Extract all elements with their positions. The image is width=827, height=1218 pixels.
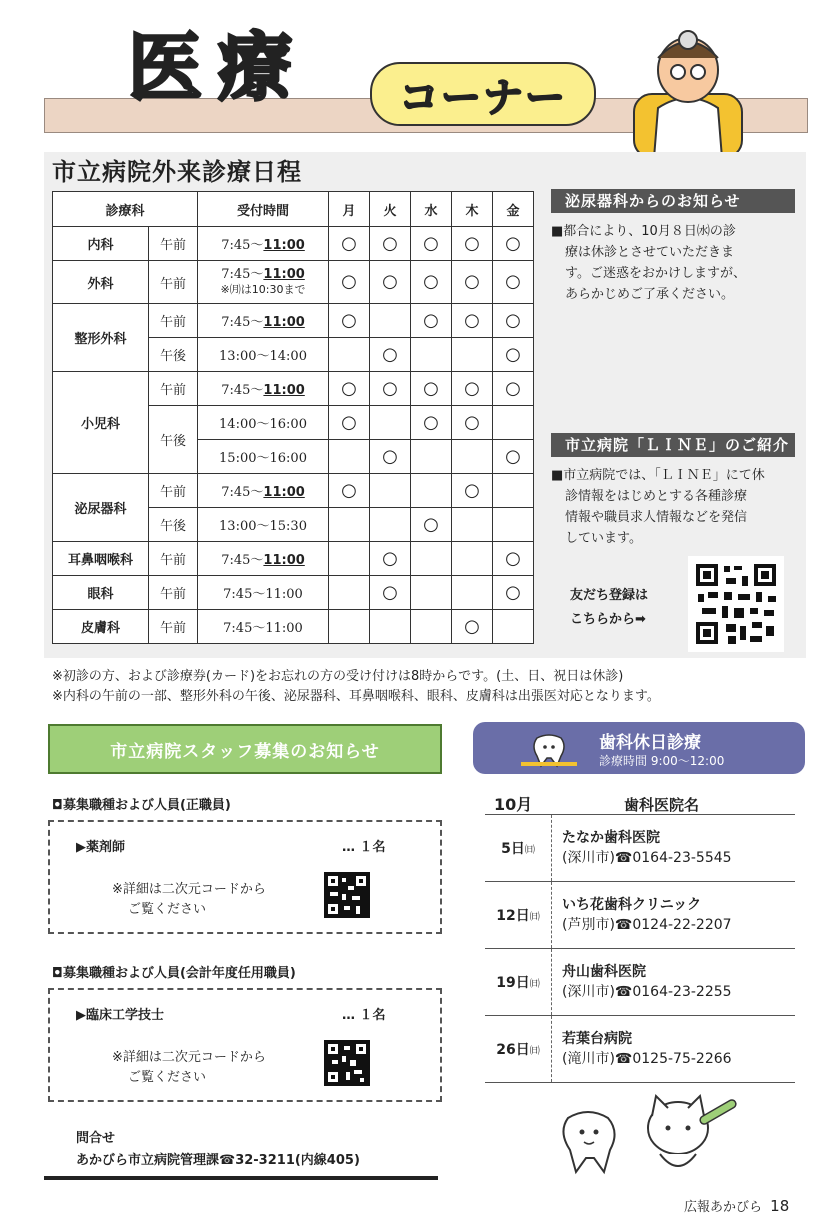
clinic-name: 舟山歯科医院 — [562, 964, 646, 980]
header-title-big: 医療 — [128, 25, 308, 111]
period-cell: 午前 — [149, 610, 198, 644]
time-start: 7:45〜 — [221, 315, 264, 330]
text-line: す。ご迷惑をおかけしますが、 — [565, 266, 746, 281]
day-cell: ○ — [452, 261, 493, 304]
schedule-table — [52, 191, 534, 644]
time-cell: 14:00〜16:00 — [198, 406, 329, 440]
schedule-header-row — [53, 192, 534, 227]
day-cell: ○ — [411, 304, 452, 338]
job-title: ▶薬剤師 — [76, 840, 125, 855]
day-cell: ○ — [370, 261, 411, 304]
day-cell — [452, 440, 493, 474]
day-cell — [370, 610, 411, 644]
clinic-tel: (深川市)☎0164-23-5545 — [562, 850, 732, 866]
table-row — [53, 261, 534, 304]
period-cell: 午前 — [149, 542, 198, 576]
time-start: 7:45〜 — [221, 238, 264, 253]
day-cell — [329, 440, 370, 474]
day-cell: ○ — [452, 406, 493, 440]
line-notice — [551, 433, 795, 549]
day-cell — [452, 542, 493, 576]
dental-clinic — [552, 949, 796, 1016]
recruit-qr-code-1[interactable] — [324, 872, 370, 918]
day-cell — [411, 542, 452, 576]
time-cell: 13:00〜14:00 — [198, 338, 329, 372]
page-number: 18 — [770, 1197, 790, 1215]
text-line: あらかじめご了承ください。 — [565, 287, 735, 302]
day-cell: ○ — [493, 227, 534, 261]
day-cell: ○ — [411, 508, 452, 542]
dental-clinic — [552, 1016, 796, 1083]
day-cell: ○ — [370, 440, 411, 474]
dental-banner — [473, 722, 805, 774]
recruit-section-1 — [52, 794, 231, 813]
dept-cell: 眼科 — [53, 576, 149, 610]
day-cell: ○ — [493, 304, 534, 338]
friend-line-1: 友だち登録は — [570, 588, 649, 603]
table-row — [53, 576, 534, 610]
contact-text: あかびら市立病院管理課☎32-3211(内線405) — [76, 1153, 360, 1168]
qr-detail-text — [112, 880, 266, 920]
day-cell: ○ — [370, 542, 411, 576]
table-row — [53, 610, 534, 644]
footer-label: 広報あかびら — [684, 1200, 763, 1215]
clinic-tel: (芦別市)☎0124-22-2207 — [562, 917, 732, 933]
col-mon: 月 — [329, 192, 370, 227]
time-start: 7:45〜 — [221, 383, 264, 398]
note-line: ※内科の午前の一部、整形外科の午後、泌尿器科、耳鼻咽喉科、眼科、皮膚科は出張医対応となります。 — [52, 689, 660, 704]
time-cell: 7:45〜11:00 — [198, 610, 329, 644]
period-cell: 午前 — [149, 576, 198, 610]
time-end: 11:00 — [263, 553, 305, 568]
dept-cell: 小児科 — [53, 372, 149, 474]
day-cell: ○ — [370, 576, 411, 610]
day-cell — [452, 576, 493, 610]
time-end: 11:00 — [263, 267, 305, 282]
day-cell — [329, 508, 370, 542]
dental-date: 26日㈰ — [485, 1016, 552, 1083]
dept-cell: 泌尿器科 — [53, 474, 149, 542]
day-cell — [411, 610, 452, 644]
urology-notice — [551, 189, 795, 305]
dental-clinic — [552, 815, 796, 882]
dept-cell: 内科 — [53, 227, 149, 261]
time-cell — [198, 542, 329, 576]
time-end: 11:00 — [263, 315, 305, 330]
urology-text — [551, 221, 795, 305]
day-cell — [411, 338, 452, 372]
day-cell — [329, 610, 370, 644]
table-row — [485, 949, 795, 1016]
day-cell — [411, 576, 452, 610]
clinic-tel: (深川市)☎0164-23-2255 — [562, 984, 732, 1000]
time-cell — [198, 372, 329, 406]
line-qr-code[interactable] — [688, 556, 784, 652]
day-cell: ○ — [493, 372, 534, 406]
dept-cell: 耳鼻咽喉科 — [53, 542, 149, 576]
dental-date: 19日㈰ — [485, 949, 552, 1016]
section-icon: ◘ — [52, 798, 63, 813]
day-cell — [370, 304, 411, 338]
period-cell: 午前 — [149, 227, 198, 261]
period-cell: 午後 — [149, 406, 198, 474]
day-cell: ○ — [411, 261, 452, 304]
time-end: 11:00 — [263, 238, 305, 253]
contact-label: 問合せ — [76, 1131, 116, 1146]
clinic-name: たなか歯科医院 — [562, 830, 660, 846]
day-cell — [452, 338, 493, 372]
text-line: しています。 — [565, 531, 642, 546]
dental-clinic — [552, 882, 796, 949]
section-label: 募集職種および人員(正職員) — [62, 798, 231, 813]
table-row — [485, 882, 795, 949]
table-row — [53, 304, 534, 338]
day-cell — [370, 508, 411, 542]
time-cell — [198, 304, 329, 338]
dept-cell: 皮膚科 — [53, 610, 149, 644]
recruit-section-2 — [52, 962, 296, 981]
dental-table — [485, 814, 795, 1083]
text-line: 療は休診とさせていただきま — [565, 245, 735, 260]
dept-cell: 整形外科 — [53, 304, 149, 372]
recruit-box-1 — [48, 820, 442, 934]
period-cell: 午後 — [149, 508, 198, 542]
time-start: 7:45〜 — [221, 553, 264, 568]
day-cell: ○ — [452, 474, 493, 508]
job-count: … １名 — [342, 840, 386, 855]
period-cell: 午前 — [149, 261, 198, 304]
time-cell: 15:00〜16:00 — [198, 440, 329, 474]
period-cell: 午前 — [149, 304, 198, 338]
detail-line: ※詳細は二次元コードから — [112, 882, 266, 897]
day-cell: ○ — [411, 406, 452, 440]
qr-detail-text — [112, 1048, 266, 1088]
day-cell: ○ — [493, 338, 534, 372]
clinic-tel: (滝川市)☎0125-75-2266 — [562, 1051, 732, 1067]
day-cell — [493, 610, 534, 644]
day-cell: ○ — [452, 304, 493, 338]
day-cell: ○ — [370, 338, 411, 372]
day-cell: ○ — [411, 227, 452, 261]
detail-line: ご覧ください — [128, 902, 207, 917]
day-cell: ○ — [411, 372, 452, 406]
job-title: ▶臨床工学技士 — [76, 1008, 164, 1023]
line-text — [551, 465, 795, 549]
detail-line: ※詳細は二次元コードから — [112, 1050, 266, 1065]
time-start: 7:45〜 — [221, 267, 264, 282]
day-cell — [493, 508, 534, 542]
day-cell: ○ — [493, 576, 534, 610]
day-cell — [411, 440, 452, 474]
day-cell: ○ — [493, 261, 534, 304]
table-row — [53, 372, 534, 406]
day-cell — [370, 474, 411, 508]
day-cell: ○ — [370, 227, 411, 261]
schedule-title: 市立病院外来診療日程 — [52, 158, 302, 186]
clinic-name: いち花歯科クリニック — [562, 897, 702, 913]
clinic-name: 若葉台病院 — [562, 1031, 632, 1047]
friend-line-2: こちらから➡ — [570, 612, 646, 627]
section-icon: ◘ — [52, 966, 63, 981]
time-cell: 7:45〜11:00 — [198, 576, 329, 610]
dept-cell: 外科 — [53, 261, 149, 304]
text-line: 情報や職員求人情報などを発信 — [565, 510, 748, 525]
tooth-cat-illustration — [548, 1088, 748, 1184]
time-cell — [198, 261, 329, 304]
time-start: 7:45〜 — [221, 485, 264, 500]
day-cell — [452, 508, 493, 542]
table-row — [53, 474, 534, 508]
day-cell — [411, 474, 452, 508]
text-line: ■都合により、10月８日㈬の診 — [551, 224, 736, 239]
col-time: 受付時間 — [198, 192, 329, 227]
schedule-notes — [52, 667, 660, 707]
time-note: ※㈪は10:30まで — [220, 283, 306, 296]
recruit-box-2 — [48, 988, 442, 1102]
col-tue: 火 — [370, 192, 411, 227]
col-fri: 金 — [493, 192, 534, 227]
day-cell: ○ — [370, 372, 411, 406]
line-friend-text — [570, 584, 648, 632]
time-end: 11:00 — [263, 485, 305, 500]
header-title-small: コーナー — [370, 62, 596, 126]
text-line: 診情報をはじめとする各種診療 — [565, 489, 748, 504]
day-cell: ○ — [329, 304, 370, 338]
day-cell — [370, 406, 411, 440]
time-cell — [198, 474, 329, 508]
table-row — [53, 542, 534, 576]
tooth-icon — [519, 732, 579, 768]
dental-title: 歯科休日診療 — [599, 733, 701, 753]
day-cell: ○ — [329, 474, 370, 508]
contact-underline — [44, 1176, 438, 1180]
time-cell: 13:00〜15:30 — [198, 508, 329, 542]
note-line: ※初診の方、および診療券(カード)をお忘れの方の受け付けは8時からです。(土、日、祝日は休診) — [52, 669, 624, 684]
col-wed: 水 — [411, 192, 452, 227]
time-end: 11:00 — [263, 383, 305, 398]
col-dept: 診療科 — [53, 192, 198, 227]
day-cell — [329, 338, 370, 372]
recruit-qr-code-2[interactable] — [324, 1040, 370, 1086]
recruit-banner: 市立病院スタッフ募集のお知らせ — [48, 724, 442, 774]
day-cell — [329, 576, 370, 610]
day-cell: ○ — [452, 372, 493, 406]
dental-date: 12日㈰ — [485, 882, 552, 949]
table-row — [485, 815, 795, 882]
dental-date: 5日㈰ — [485, 815, 552, 882]
table-row — [53, 227, 534, 261]
detail-line: ご覧ください — [128, 1070, 207, 1085]
dental-hours: 診療時間 9:00〜12:00 — [599, 754, 725, 768]
dental-col-name: 歯科医院名 — [624, 796, 700, 814]
line-heading: 市立病院「ＬＩＮＥ」のご紹介 — [551, 433, 795, 457]
contact-block — [76, 1128, 360, 1172]
period-cell: 午前 — [149, 474, 198, 508]
period-cell: 午前 — [149, 372, 198, 406]
urology-heading: 泌尿器科からのお知らせ — [551, 189, 795, 213]
day-cell: ○ — [329, 372, 370, 406]
day-cell: ○ — [329, 227, 370, 261]
page-footer — [684, 1196, 789, 1215]
table-row — [485, 1016, 795, 1083]
period-cell: 午後 — [149, 338, 198, 372]
job-count: … １名 — [342, 1008, 386, 1023]
day-cell: ○ — [329, 261, 370, 304]
day-cell — [329, 542, 370, 576]
time-cell — [198, 227, 329, 261]
day-cell: ○ — [493, 542, 534, 576]
day-cell: ○ — [329, 406, 370, 440]
col-thu: 木 — [452, 192, 493, 227]
section-label: 募集職種および人員(会計年度任用職員) — [62, 966, 296, 981]
text-line: ■市立病院では、「ＬＩＮＥ」にて休 — [551, 468, 765, 483]
day-cell: ○ — [452, 610, 493, 644]
day-cell — [493, 406, 534, 440]
dental-month: 10月 — [494, 795, 533, 814]
day-cell — [493, 474, 534, 508]
day-cell: ○ — [493, 440, 534, 474]
day-cell: ○ — [452, 227, 493, 261]
